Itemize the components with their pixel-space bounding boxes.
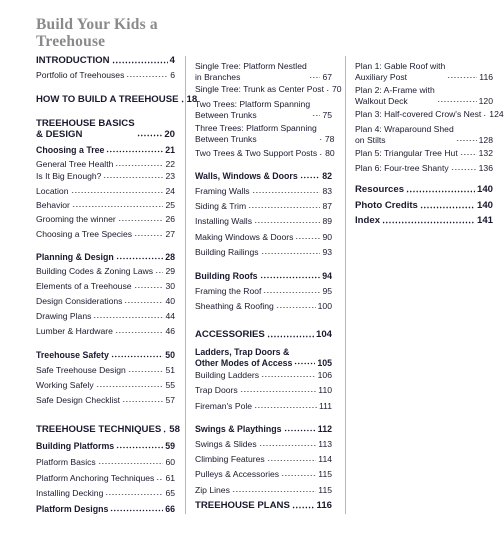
toc-entry [195,439,332,450]
toc-entry-page: 30 [165,281,175,291]
toc-entry-title: Choosing a Tree Species [36,229,133,239]
dot-leader [483,114,487,117]
toc-entry [195,286,332,297]
toc-entry-page: 61 [165,473,175,483]
toc-entry-title: Choosing a Tree [36,145,105,155]
dot-leader [106,150,163,153]
toc-entry [195,424,332,435]
toc-entry-page: 22 [165,159,175,169]
dot-leader [276,306,316,309]
toc-entry-page: 80 [325,148,335,158]
toc-entry [355,201,493,212]
toc-entry-title: Making Windows & Doors [195,232,294,242]
toc-entry-page: 6 [170,70,175,80]
toc-entry [36,186,175,197]
toc-entry-page: 87 [322,201,332,211]
toc-entry-title: Framing Walls [195,186,250,196]
toc-entry-title: TREEHOUSE BASICS & DESIGN [36,118,135,140]
toc-entry [195,123,335,144]
toc-entry [36,171,175,182]
dot-leader [267,459,317,462]
toc-entry-page: 46 [165,326,175,336]
toc-entry [36,252,175,263]
toc-entry-title: Design Considerations [36,296,123,306]
toc-entry-title: Working Safely [36,380,94,390]
toc-entry-page: 140 [476,184,493,195]
dot-leader [259,444,317,447]
toc-entry-page: 59 [165,441,175,451]
toc-entry-title: Plan 6: Four-tree Shanty [355,163,449,173]
dot-leader [254,406,317,409]
toc-entry [36,473,175,484]
toc-entry-page: 124 [489,109,504,119]
toc-entry [195,330,332,341]
toc-entry-page: 66 [165,504,175,514]
toc-entry [195,485,332,496]
toc-entry-page: 18 [186,94,198,105]
toc-entry-title: Ladders, Trap Doors & Other Modes of Access [195,347,293,368]
toc-entry-title: ACCESSORIES [195,329,265,340]
toc-entry-title: Plan 4: Wraparound Shed on Stilts [355,124,454,145]
toc-entry-title: Platform Designs [36,504,109,514]
dot-leader [137,134,163,137]
toc-entry-title: Trap Doors [195,385,238,395]
toc-entry-page: 116 [316,500,332,511]
dot-leader [260,276,321,279]
toc-entry-title: Two Trees: Platform Spanning Between Trunks [195,99,311,120]
toc-entry-page: 40 [165,296,175,306]
dot-leader [124,301,163,304]
toc-entry [36,214,175,225]
toc-entry [195,301,332,312]
dot-leader [111,355,163,358]
toc-entry [36,488,175,499]
toc-entry [195,186,332,197]
toc-entry [355,61,493,82]
toc-entry [36,119,175,140]
toc-entry-page: 24 [165,186,175,196]
dot-leader [267,335,314,338]
toc-entry-title: HOW TO BUILD A TREEHOUSE [36,94,179,105]
toc-entry-title: Building Roofs [195,271,258,281]
toc-entry-title: Plan 1: Gable Roof with Auxiliary Post [355,61,446,82]
dot-leader [110,509,163,512]
toc-entry-title: Building Platforms [36,441,115,451]
toc-entry-page: 93 [322,247,332,257]
dot-leader [155,271,163,274]
dot-leader [72,205,164,208]
dot-leader [406,190,475,193]
toc-entry [355,163,493,174]
toc-entry-title: Siding & Trim [195,201,247,211]
toc-entry-page: 141 [476,215,493,226]
toc-entry-title: Platform Basics [36,457,96,467]
toc-entry [195,454,332,465]
dot-leader [232,490,316,493]
toc-entry-page: 28 [165,252,175,262]
dot-leader [281,474,316,477]
toc-entry [36,56,175,67]
toc-entry [36,457,175,468]
toc-entry-title: Three Trees: Platform Spanning Between Trunks [195,123,317,144]
toc-entry [195,370,332,381]
toc-entry-page: 95 [322,286,332,296]
dot-leader [116,446,163,449]
dot-leader [263,291,320,294]
toc-entry-title: Portfolio of Treehouses [36,70,125,80]
toc-entry-page: 60 [165,457,175,467]
toc-entry-title: Location [36,186,69,196]
toc-entry-page: 67 [322,71,332,82]
toc-entry [36,424,180,436]
toc-entry-page: 128 [478,134,493,145]
toc-entry-page: 70 [331,84,342,94]
toc-entry-title: Single Tree: Trunk as Center Post [195,84,324,94]
toc-entry-title: Building Ladders [195,370,260,380]
toc-entry-title: Fireman's Pole [195,401,253,411]
toc-entry-page: 21 [165,145,175,155]
toc-entry-page: 120 [478,95,493,106]
toc-entry [195,347,332,368]
toc-entry [195,232,332,243]
dot-leader [456,139,477,142]
toc-entry-title: Installing Decking [36,488,104,498]
toc-entry [36,395,175,406]
dot-leader [294,362,315,365]
dot-leader [181,100,185,103]
dot-leader [103,176,163,179]
dot-leader [248,206,320,209]
toc-entry-page: 106 [317,370,332,380]
toc-entry-title: Building Railings [195,247,259,257]
toc-entry [355,148,493,159]
toc-entry [355,124,493,145]
toc-entry-title: INTRODUCTION [36,55,110,66]
toc-entry-page: 113 [318,439,332,449]
toc-entry-page: 89 [322,216,332,226]
toc-entry-page: 44 [165,311,175,321]
toc-entry-page: 78 [324,133,335,144]
toc-entry [36,441,175,452]
toc-entry-title: Elements of a Treehouse [36,281,132,291]
toc-entry-title: Plan 2: A-Frame with Walkout Deck [355,85,435,106]
toc-entry-page: 4 [169,55,175,66]
toc-entry [36,200,175,211]
toc-entry-page: 110 [318,385,332,395]
dot-leader [163,430,167,433]
dot-leader [261,375,316,378]
toc-entry-title: Planning & Design [36,252,114,262]
toc-entry [36,380,175,391]
toc-entry [36,145,175,156]
dot-leader [437,100,477,103]
dot-leader [240,390,317,393]
toc-entry-page: 112 [317,424,332,434]
toc-entry-title: Installing Walls [195,216,252,226]
toc-entry [195,216,332,227]
toc-entry-page: 29 [165,266,175,276]
column-divider-1 [185,56,186,514]
toc-entry-title: Drawing Plans [36,311,92,321]
toc-entry [36,365,175,376]
toc-entry-page: 105 [317,357,332,368]
toc-entry-title: Resources [355,184,405,195]
toc-entry-page: 100 [317,301,332,311]
dot-leader [128,370,164,373]
toc-entry-page: 20 [164,128,175,140]
toc-entry [195,385,332,396]
toc-entry-page: 82 [322,171,332,181]
dot-leader [252,191,321,194]
toc-entry-page: 50 [165,350,175,360]
toc-entry-title: Plan 5: Triangular Tree Hut [355,148,458,158]
toc-entry-page: 51 [165,365,175,375]
toc-entry-title: TREEHOUSE PLANS [195,500,290,511]
dot-leader [460,153,477,156]
toc-entry [195,469,332,480]
toc-entry [195,201,332,212]
toc-entry-page: 140 [476,200,493,211]
dot-leader [96,385,164,388]
dot-leader [98,462,164,465]
toc-entry-title: Behavior [36,200,70,210]
dot-leader [112,61,168,64]
dot-leader [319,153,323,156]
toc-entry [36,70,175,81]
toc-entry [36,311,175,322]
toc-entry [195,247,332,258]
toc-entry [36,504,175,515]
toc-entry [36,296,175,307]
dot-leader [309,76,321,79]
toc-entry [355,185,493,196]
toc-entry [195,501,332,512]
toc-entry-title: Swings & Slides [195,439,257,449]
toc-entry [195,61,332,82]
toc-entry-title: Safe Design Checklist [36,395,121,405]
dot-leader [319,138,323,141]
toc-entry-title: Walls, Windows & Doors [195,171,298,181]
toc-entry [36,281,175,292]
toc-entry [36,94,198,106]
toc-entry-title: Treehouse Safety [36,350,109,360]
dot-leader [261,252,321,255]
dot-leader [93,316,163,319]
dot-leader [447,76,477,79]
dot-leader [71,191,164,194]
toc-entry-page: 114 [318,454,332,464]
toc-entry-page: 90 [322,232,332,242]
toc-entry-page: 57 [165,395,175,405]
toc-entry-title: Index [355,215,381,226]
toc-entry-title: Two Trees & Two Support Posts [195,148,318,158]
toc-entry [195,401,332,412]
toc-entry-title: Is It Big Enough? [36,171,102,181]
dot-leader [300,176,320,179]
toc-entry-page: 65 [165,488,175,498]
toc-entry-title: Zip Lines [195,485,230,495]
toc-entry-title: Single Tree: Platform Nestled in Branches [195,61,307,82]
column-divider-2 [345,56,346,514]
dot-leader [312,114,320,117]
dot-leader [451,168,477,171]
toc-entry [36,326,175,337]
toc-entry-page: 104 [315,329,332,340]
dot-leader [116,257,163,260]
toc-entry-page: 83 [322,186,332,196]
dot-leader [326,89,330,92]
toc-entry-page: 111 [318,401,332,411]
toc-entry-title: Platform Anchoring Techniques [36,473,155,483]
dot-leader [292,506,315,509]
toc-entry-page: 116 [479,71,493,82]
toc-entry [36,350,175,361]
dot-leader [134,286,164,289]
dot-leader [118,219,164,222]
dot-leader [115,331,164,334]
toc-entry-title: Framing the Roof [195,286,262,296]
dot-leader [295,237,320,240]
toc-entry-title: Safe Treehouse Design [36,365,126,375]
toc-entry [195,99,332,120]
toc-entry-title: Building Codes & Zoning Laws [36,266,154,276]
toc-entry-title: General Tree Health [36,159,114,169]
toc-entry-page: 115 [318,485,332,495]
toc-entry-title: Climbing Features [195,454,265,464]
dot-leader [134,234,163,237]
toc-entry-title: Grooming the winner [36,214,116,224]
toc-entry-title: Pulleys & Accessories [195,469,280,479]
toc-entry [195,271,332,282]
toc-entry-page: 25 [165,200,175,210]
toc-entry [355,109,504,120]
toc-entry-page: 58 [169,424,180,435]
toc-entry [355,216,493,227]
dot-leader [105,493,163,496]
toc-entry-page: 115 [318,469,332,479]
dot-leader [115,164,163,167]
toc-entry-title: Plan 3: Half-covered Crow's Nest [355,109,482,119]
toc-entry-title: Lumber & Hardware [36,326,113,336]
book-title: Build Your Kids a Treehouse [36,16,158,50]
toc-entry-title: Photo Credits [355,200,418,211]
toc-entry [36,159,175,170]
dot-leader [156,478,163,481]
toc-entry [195,171,332,182]
toc-entry [195,148,335,159]
toc-entry-page: 132 [478,148,493,158]
toc-entry [195,84,342,95]
toc-entry [36,266,175,277]
dot-leader [122,400,163,403]
dot-leader [420,206,475,209]
dot-leader [284,429,316,432]
dot-leader [126,75,168,78]
toc-entry-page: 27 [165,229,175,239]
toc-entry [36,229,175,240]
dot-leader [382,221,475,224]
toc-entry-title: TREEHOUSE TECHNIQUES [36,424,162,435]
toc-entry-page: 55 [165,380,175,390]
toc-entry-page: 136 [478,163,493,173]
toc-entry-page: 94 [322,271,332,281]
toc-entry-page: 23 [165,171,175,181]
dot-leader [254,221,320,224]
toc-entry-page: 26 [165,214,175,224]
toc-entry-page: 75 [322,109,332,120]
toc-entry-title: Swings & Playthings [195,424,282,434]
toc-entry-title: Sheathing & Roofing [195,301,274,311]
toc-entry [355,85,493,106]
